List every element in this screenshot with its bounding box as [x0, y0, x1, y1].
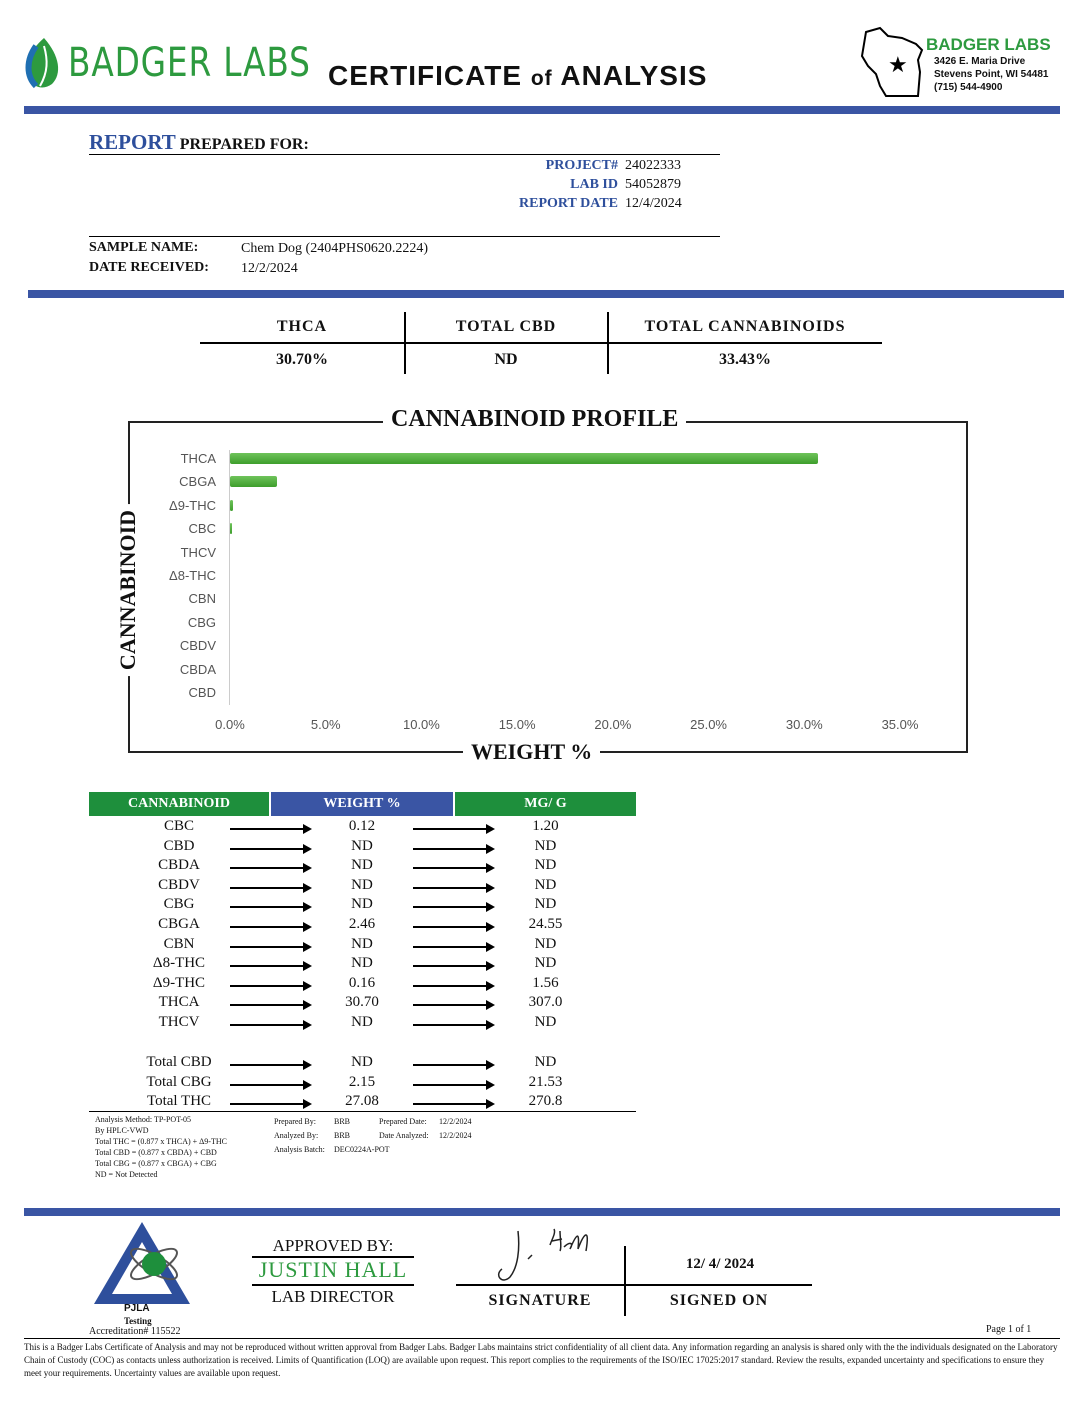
cell-name: CBG — [163, 896, 195, 913]
col-header-cannabinoid: CANNABINOID — [89, 792, 269, 816]
bar-cbc — [230, 523, 232, 534]
bar-thca — [230, 453, 818, 464]
note-total-thc: Total THC = (0.877 x THCA) + Δ9-THC — [95, 1137, 227, 1146]
pjla-logo-icon — [92, 1220, 192, 1306]
project-label: PROJECT# — [545, 158, 618, 173]
star-icon: ★ — [888, 53, 908, 78]
cell-mg: ND — [534, 1054, 557, 1070]
y-tick-label: CBGA — [179, 474, 216, 490]
arrow-icon — [413, 985, 493, 987]
arrow-icon — [230, 1024, 310, 1026]
cell-mg: 1.20 — [532, 818, 559, 834]
note-by: By HPLC-VWD — [95, 1126, 149, 1135]
cell-name: Δ9-THC — [152, 974, 206, 991]
arrow-icon — [413, 906, 493, 908]
note-nd: ND = Not Detected — [95, 1170, 158, 1179]
arrow-icon — [413, 946, 493, 948]
director-name: JUSTIN HALL — [258, 1257, 408, 1282]
report-prepared-for: REPORT PREPARED FOR: — [89, 130, 309, 154]
prepared-date-label: Prepared Date: — [379, 1117, 427, 1126]
page-title: CERTIFICATE of ANALYSIS — [328, 60, 708, 91]
cell-name: CBGA — [158, 916, 200, 932]
sample-name-label: SAMPLE NAME: — [89, 240, 199, 255]
cell-mg: ND — [534, 896, 557, 913]
arrow-icon — [413, 1064, 493, 1066]
footer-rule — [24, 1338, 1060, 1339]
arrow-icon — [413, 828, 493, 830]
chart-ylabel: CANNABINOID — [115, 504, 141, 676]
summary-cbd-label: TOTAL CBD — [455, 318, 557, 335]
cell-weight: 0.12 — [348, 818, 376, 834]
signature-rule — [456, 1284, 812, 1286]
pjla-label: PJLA — [124, 1303, 150, 1314]
cell-name: CBD — [163, 837, 195, 854]
arrow-icon — [230, 946, 310, 948]
accreditation-number: Accreditation# 115522 — [89, 1326, 181, 1337]
date-received-value: 12/2/2024 — [241, 261, 298, 276]
date-analyzed-value: 12/2/2024 — [439, 1131, 472, 1140]
signed-date: 12/ 4/ 2024 — [685, 1256, 755, 1272]
cell-name: CBN — [163, 935, 195, 952]
summary-rule — [200, 342, 882, 344]
arrow-icon — [413, 926, 493, 928]
cell-mg: ND — [534, 876, 557, 893]
cell-name: CBDV — [158, 876, 200, 893]
summary-thca-label: THCA — [276, 318, 328, 335]
lab-name: BADGER LABS — [926, 35, 1051, 54]
bar-cbga — [230, 476, 277, 487]
cell-name: THCA — [158, 994, 200, 1011]
cell-weight: ND — [351, 837, 373, 854]
cell-weight: ND — [351, 876, 373, 893]
x-tick-label: 35.0% — [881, 717, 919, 732]
arrow-icon — [413, 848, 493, 850]
arrow-icon — [230, 926, 310, 928]
summary-thca-value: 30.70% — [276, 351, 328, 368]
note-method: Analysis Method: TP-POT-05 — [95, 1115, 192, 1124]
cell-mg: ND — [534, 837, 557, 854]
arrow-icon — [230, 1064, 310, 1066]
cell-mg: ND — [534, 1014, 557, 1030]
leaf-logo-icon — [22, 36, 66, 92]
arrow-icon — [413, 1024, 493, 1026]
cell-mg: ND — [534, 955, 557, 972]
y-tick-label: CBDA — [179, 661, 216, 677]
cell-name: Total THC — [146, 1093, 212, 1110]
y-tick-label: CBG — [187, 614, 216, 630]
arrow-icon — [230, 985, 310, 987]
cell-mg: 307.0 — [528, 994, 563, 1011]
approved-by-label: APPROVED BY: — [272, 1236, 394, 1255]
cell-weight: ND — [351, 1054, 373, 1070]
y-tick-label: Δ9-THC — [169, 497, 216, 513]
cell-name: THCV — [158, 1014, 200, 1030]
sample-name-value: Chem Dog (2404PHS0620.2224) — [241, 241, 429, 256]
batch-label: Analysis Batch: — [274, 1145, 325, 1154]
cell-weight: ND — [351, 1014, 373, 1030]
lab-id-value: 54052879 — [625, 177, 681, 192]
arrow-icon — [230, 965, 310, 967]
x-tick-label: 20.0% — [594, 717, 632, 732]
col-header-mg: MG/ G — [455, 792, 636, 816]
arrow-icon — [230, 867, 310, 869]
date-received-label: DATE RECEIVED: — [89, 260, 209, 275]
page-number: Page 1 of 1 — [986, 1324, 1032, 1335]
arrow-icon — [413, 1103, 493, 1105]
wisconsin-map-icon — [858, 26, 928, 98]
report-date-value: 12/4/2024 — [625, 196, 682, 211]
y-tick-label: CBN — [188, 591, 216, 607]
lab-id-label: LAB ID — [570, 177, 618, 192]
footer-divider — [24, 1208, 1060, 1216]
lab-phone: (715) 544-4900 — [934, 82, 1003, 93]
brand-name: BADGER LABS — [68, 40, 311, 86]
chart-xlabel: WEIGHT % — [463, 739, 600, 765]
cell-name: Total CBG — [146, 1073, 212, 1090]
x-tick-label: 30.0% — [785, 717, 823, 732]
report-underline — [89, 154, 720, 155]
arrow-icon — [230, 906, 310, 908]
arrow-icon — [413, 1084, 493, 1086]
pjla-testing: Testing — [124, 1316, 152, 1326]
arrow-icon — [230, 828, 310, 830]
note-total-cbg: Total CBG = (0.877 x CBGA) + CBG — [95, 1159, 217, 1168]
prep-notes — [274, 1116, 471, 1155]
x-tick-label: 15.0% — [498, 717, 536, 732]
cell-mg: ND — [534, 935, 557, 952]
date-analyzed-label: Date Analyzed: — [379, 1131, 429, 1140]
cell-weight: ND — [351, 896, 373, 913]
cell-name: CBDA — [158, 857, 200, 874]
director-role: LAB DIRECTOR — [271, 1287, 395, 1306]
cell-mg: 21.53 — [528, 1073, 563, 1090]
arrow-icon — [230, 887, 310, 889]
y-tick-label: Δ8-THC — [169, 568, 216, 583]
analyzed-by-label: Analyzed By: — [274, 1131, 319, 1140]
cell-name: Δ8-THC — [152, 955, 206, 972]
arrow-icon — [413, 867, 493, 869]
chart-title: CANNABINOID PROFILE — [383, 406, 686, 433]
col-header-weight: WEIGHT % — [271, 792, 453, 816]
cell-mg: 1.56 — [532, 974, 559, 991]
analyzed-by-value: BRB — [334, 1131, 351, 1140]
cell-weight: 27.08 — [345, 1093, 379, 1110]
signed-on-label: SIGNED ON — [669, 1292, 769, 1309]
note-total-cbd: Total CBD = (0.877 x CBDA) + CBD — [95, 1148, 217, 1157]
batch-value: DEC0224A-POT — [334, 1145, 390, 1154]
chart-frame — [128, 421, 968, 753]
x-tick-label: 25.0% — [690, 717, 727, 732]
prepared-by-label: Prepared By: — [274, 1117, 316, 1126]
lab-address-1: 3426 E. Maria Drive — [934, 56, 1026, 67]
y-tick-label: CBDV — [179, 638, 216, 654]
report-info-rule — [89, 236, 720, 237]
summary-total-label: TOTAL CANNABINOIDS — [644, 318, 846, 335]
disclaimer-text: This is a Badger Labs Certificate of Analysis and may not be reproduced without written approval from Badger Labs. Badger Labs maintains strict confidentiality of all client data. Any information regarding an analysis is shared only with the the individuals designated on the Laboratory Chain of Custody (COC) as contacts unless authorization is received. Limits of Quantification (LOQ) are available upon request. This report complies to the requirements of the ISO/IEC 17025:2017 standard. Review the results, expanded uncertainty and specifications to ensure they meet your requirements. Uncertainty values are available upon request. — [24, 1342, 1058, 1378]
cell-weight: ND — [351, 857, 373, 874]
signature-image — [490, 1225, 610, 1285]
y-tick-label: CBC — [188, 521, 216, 537]
header-divider — [24, 106, 1060, 114]
cell-mg: 270.8 — [528, 1093, 563, 1110]
cell-weight: ND — [351, 955, 373, 972]
brand-logo — [22, 36, 311, 94]
method-notes — [95, 1114, 227, 1180]
y-tick-label: THCA — [180, 451, 216, 466]
arrow-icon — [413, 1004, 493, 1006]
project-value: 24022333 — [625, 158, 681, 173]
x-tick-label: 10.0% — [402, 717, 440, 732]
report-date-label: REPORT DATE — [519, 196, 618, 211]
cell-mg: ND — [534, 857, 557, 874]
summary-cbd-value: ND — [494, 351, 518, 368]
approved-rule-2 — [252, 1284, 414, 1286]
table-bottom-rule — [89, 1111, 636, 1112]
x-tick-label: 5.0% — [310, 717, 341, 732]
x-tick-label: 0.0% — [215, 717, 245, 732]
arrow-icon — [230, 1084, 310, 1086]
summary-total-value: 33.43% — [719, 351, 771, 368]
y-tick-label: THCV — [180, 544, 216, 560]
cell-mg: 24.55 — [528, 916, 563, 932]
arrow-icon — [230, 1103, 310, 1105]
cell-name: CBC — [163, 818, 194, 834]
arrow-icon — [413, 965, 493, 967]
bar-9thc — [230, 500, 233, 511]
cell-weight: 2.15 — [348, 1073, 376, 1090]
section-divider — [28, 290, 1064, 298]
y-tick-label: CBD — [188, 685, 216, 700]
arrow-icon — [413, 887, 493, 889]
cell-weight: 2.46 — [348, 916, 376, 932]
cell-weight: 30.70 — [345, 994, 379, 1011]
lab-address-2: Stevens Point, WI 54481 — [934, 69, 1049, 80]
cell-weight: ND — [351, 935, 373, 952]
arrow-icon — [230, 848, 310, 850]
signature-label: SIGNATURE — [488, 1292, 592, 1309]
prepared-date-value: 12/2/2024 — [439, 1117, 472, 1126]
cell-weight: 0.16 — [348, 974, 376, 991]
cell-name: Total CBD — [146, 1054, 212, 1070]
arrow-icon — [230, 1004, 310, 1006]
chart-y-axis-line — [229, 450, 230, 705]
prepared-by-value: BRB — [334, 1117, 351, 1126]
